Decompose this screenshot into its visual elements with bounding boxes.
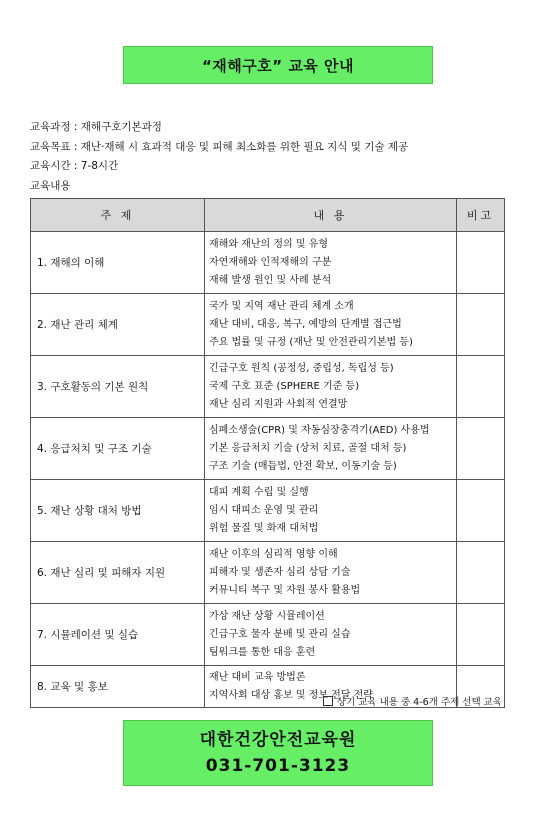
row-note — [457, 356, 505, 418]
row-content — [205, 418, 457, 480]
content-item: 재난 대비, 대응, 복구, 예방의 단계별 접근법 — [209, 318, 402, 330]
row-note — [457, 294, 505, 356]
content-item: 재난 대비 교육 방법론 — [209, 671, 306, 683]
curriculum-table — [30, 198, 505, 708]
header-content: 내 용 — [205, 199, 457, 232]
content-item: 긴급구호 원칙 (공정성, 중립성, 독립성 등) — [209, 362, 394, 374]
row-topic: 2. 재난 관리 체계 — [31, 294, 205, 356]
row-content — [205, 480, 457, 542]
row-content — [205, 294, 457, 356]
table-row — [31, 480, 505, 542]
header-note: 비고 — [457, 199, 505, 232]
content-item: 재난 이후의 심리적 영향 이해 — [209, 548, 338, 560]
organization-phone: 031-701-3123 — [205, 756, 351, 776]
content-item: 피해자 및 생존자 심리 상담 기술 — [209, 566, 351, 578]
content-item: 대피 계획 수립 및 실행 — [209, 486, 309, 498]
content-item: 자연재해와 인적재해의 구분 — [209, 256, 332, 268]
row-content — [205, 604, 457, 666]
row-note — [457, 418, 505, 480]
table-row — [31, 418, 505, 480]
content-item: 구조 기술 (매듭법, 안전 확보, 이동기술 등) — [209, 460, 397, 472]
table-row — [31, 294, 505, 356]
content-item: 재해 발생 원인 및 사례 분석 — [209, 274, 332, 286]
row-content — [205, 232, 457, 294]
content-item: 임시 대피소 운영 및 관리 — [209, 504, 319, 516]
row-note — [457, 232, 505, 294]
checkbox-square-icon — [323, 696, 333, 706]
course-goal: 교육목표 : 재난·재해 시 효과적 대응 및 피해 최소화를 위한 필요 지식 및 기술 제공 — [30, 140, 409, 153]
organization-box — [123, 720, 433, 786]
row-note — [457, 480, 505, 542]
table-row — [31, 232, 505, 294]
row-topic: 5. 재난 상황 대처 방법 — [31, 480, 205, 542]
row-topic: 7. 시뮬레이션 및 실습 — [31, 604, 205, 666]
content-item: 국제 구호 표준 (SPHERE 기준 등) — [209, 380, 360, 392]
content-item: 커뮤니티 복구 및 자원 봉사 활용법 — [209, 584, 361, 596]
content-item: 가상 재난 상황 시뮬레이션 — [209, 610, 325, 622]
organization-name: 대한건강안전교육원 — [199, 730, 357, 750]
page-title: “재해구호” 교육 안내 — [123, 46, 433, 84]
content-item: 기본 응급처치 기술 (상처 치료, 골절 대처 등) — [209, 442, 407, 454]
course-info — [30, 118, 408, 196]
content-item: 팀워크를 통한 대응 훈련 — [209, 646, 316, 658]
row-content — [205, 356, 457, 418]
row-topic: 8. 교육 및 홍보 — [31, 666, 205, 708]
table-row — [31, 542, 505, 604]
table-row — [31, 356, 505, 418]
row-note — [457, 542, 505, 604]
row-topic: 1. 재해의 이해 — [31, 232, 205, 294]
table-header-row — [31, 199, 505, 232]
row-topic: 4. 응급처치 및 구조 기술 — [31, 418, 205, 480]
row-topic: 3. 구호활동의 기본 원칙 — [31, 356, 205, 418]
content-item: 국가 및 지역 재난 관리 체계 소개 — [209, 300, 354, 312]
content-item: 재난 심리 지원과 사회적 연결망 — [209, 398, 348, 410]
row-note — [457, 604, 505, 666]
header-topic: 주 제 — [31, 199, 205, 232]
course-time: 교육시간 : 7-8시간 — [30, 160, 119, 172]
row-topic: 6. 재난 심리 및 피해자 지원 — [31, 542, 205, 604]
footnote — [323, 694, 502, 708]
course-content-label: 교육내용 — [30, 179, 71, 192]
course-name: 교육과정 : 재해구호기본과정 — [30, 121, 162, 133]
content-item: 지역사회 대상 홍보 및 정보 전달 전략 — [209, 689, 373, 701]
content-item: 주요 법률 및 규정 (재난 및 안전관리기본법 등) — [209, 336, 413, 348]
content-item: 재해와 재난의 정의 및 유형 — [209, 238, 328, 250]
table-row — [31, 604, 505, 666]
footnote-text: 상기 교육 내용 중 4-6개 주제 선택 교육 — [336, 697, 502, 708]
content-item: 심폐소생술(CPR) 및 자동심장충격기(AED) 사용법 — [209, 424, 430, 436]
row-content — [205, 542, 457, 604]
content-item: 위험 물질 및 화재 대처법 — [209, 522, 319, 534]
content-item: 긴급구호 물자 분배 및 관리 실습 — [209, 628, 351, 640]
